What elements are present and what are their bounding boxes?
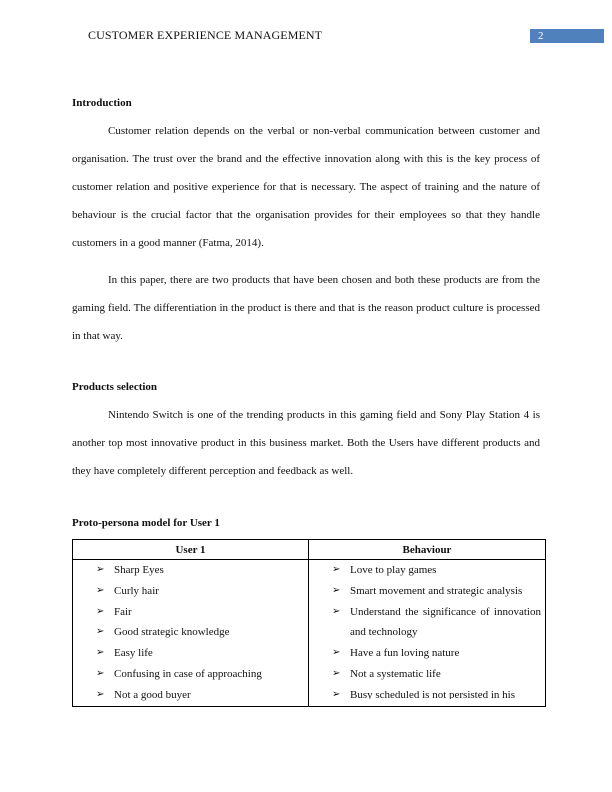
list-item: ➢ Sharp Eyes (73, 560, 308, 581)
arrow-bullet-icon: ➢ (96, 626, 105, 638)
list-item: ➢ Busy scheduled is not persisted in his (309, 685, 545, 699)
user-traits-cell (73, 560, 309, 707)
arrow-bullet-icon: ➢ (332, 688, 341, 699)
persona-table-header-row (73, 540, 546, 560)
behaviours-cell (309, 560, 546, 707)
list-item: ➢ Have a fun loving nature (309, 643, 545, 664)
persona-heading: Proto-persona model for User 1 (72, 517, 220, 529)
arrow-bullet-icon: ➢ (96, 564, 105, 575)
list-item: ➢ Confusing in case of approaching (73, 664, 308, 685)
list-item: ➢ Not a systematic life (309, 664, 545, 685)
arrow-bullet-icon: ➢ (332, 667, 341, 679)
behaviour-column-header: Behaviour (309, 540, 546, 560)
persona-table-row (73, 560, 546, 707)
page-content (72, 96, 540, 530)
arrow-bullet-icon: ➢ (96, 688, 105, 700)
introduction-paragraph-2: In this paper, there are two products that have been chosen and both these products are from the gaming field. The differentiation in the product is there and that is the reason product culture is processed in that way. (72, 274, 540, 342)
list-item: ➢ Understand the significance of innovation and technology (309, 602, 545, 644)
list-item: ➢ Fair (73, 602, 308, 623)
persona-table (72, 539, 546, 707)
arrow-bullet-icon: ➢ (96, 647, 105, 659)
user-traits-list (73, 560, 308, 706)
arrow-bullet-icon: ➢ (96, 667, 105, 679)
arrow-bullet-icon: ➢ (332, 605, 341, 617)
behaviours-list (309, 560, 545, 699)
products-selection-heading: Products selection (72, 381, 158, 393)
arrow-bullet-icon: ➢ (332, 564, 341, 575)
list-item: ➢ Curly hair (73, 581, 308, 602)
list-item: ➢ Love to play games (309, 560, 545, 581)
user-column-header: User 1 (73, 540, 309, 560)
introduction-paragraph-1: Customer relation depends on the verbal or non-verbal communication between customer and organisation. The trust over the brand and the effective innovation along with this is the key process of customer relation and positive experience for that is necessary. The aspect of training and the nature of behaviour is the crucial factor that the organisation provides for their employees so that they handle customers in a good manner (Fatma, 2014). (72, 125, 540, 249)
list-item: ➢ Easy life (73, 643, 308, 664)
arrow-bullet-icon: ➢ (332, 584, 341, 596)
list-item: ➢ Smart movement and strategic analysis (309, 581, 545, 602)
page-number-badge: 2 (530, 29, 604, 43)
arrow-bullet-icon: ➢ (332, 647, 341, 659)
running-header-title: CUSTOMER EXPERIENCE MANAGEMENT (88, 28, 323, 42)
list-item: ➢ Good strategic knowledge (73, 622, 308, 643)
products-selection-paragraph: Nintendo Switch is one of the trending products in this gaming field and Sony Play Station 4 is another top most innovative product in this business market. Both the Users have different products and they have completely different perception and feedback as well. (72, 409, 540, 477)
introduction-heading: Introduction (72, 97, 132, 109)
arrow-bullet-icon: ➢ (96, 605, 105, 617)
arrow-bullet-icon: ➢ (96, 584, 105, 596)
list-item: ➢ Not a good buyer (73, 685, 308, 706)
